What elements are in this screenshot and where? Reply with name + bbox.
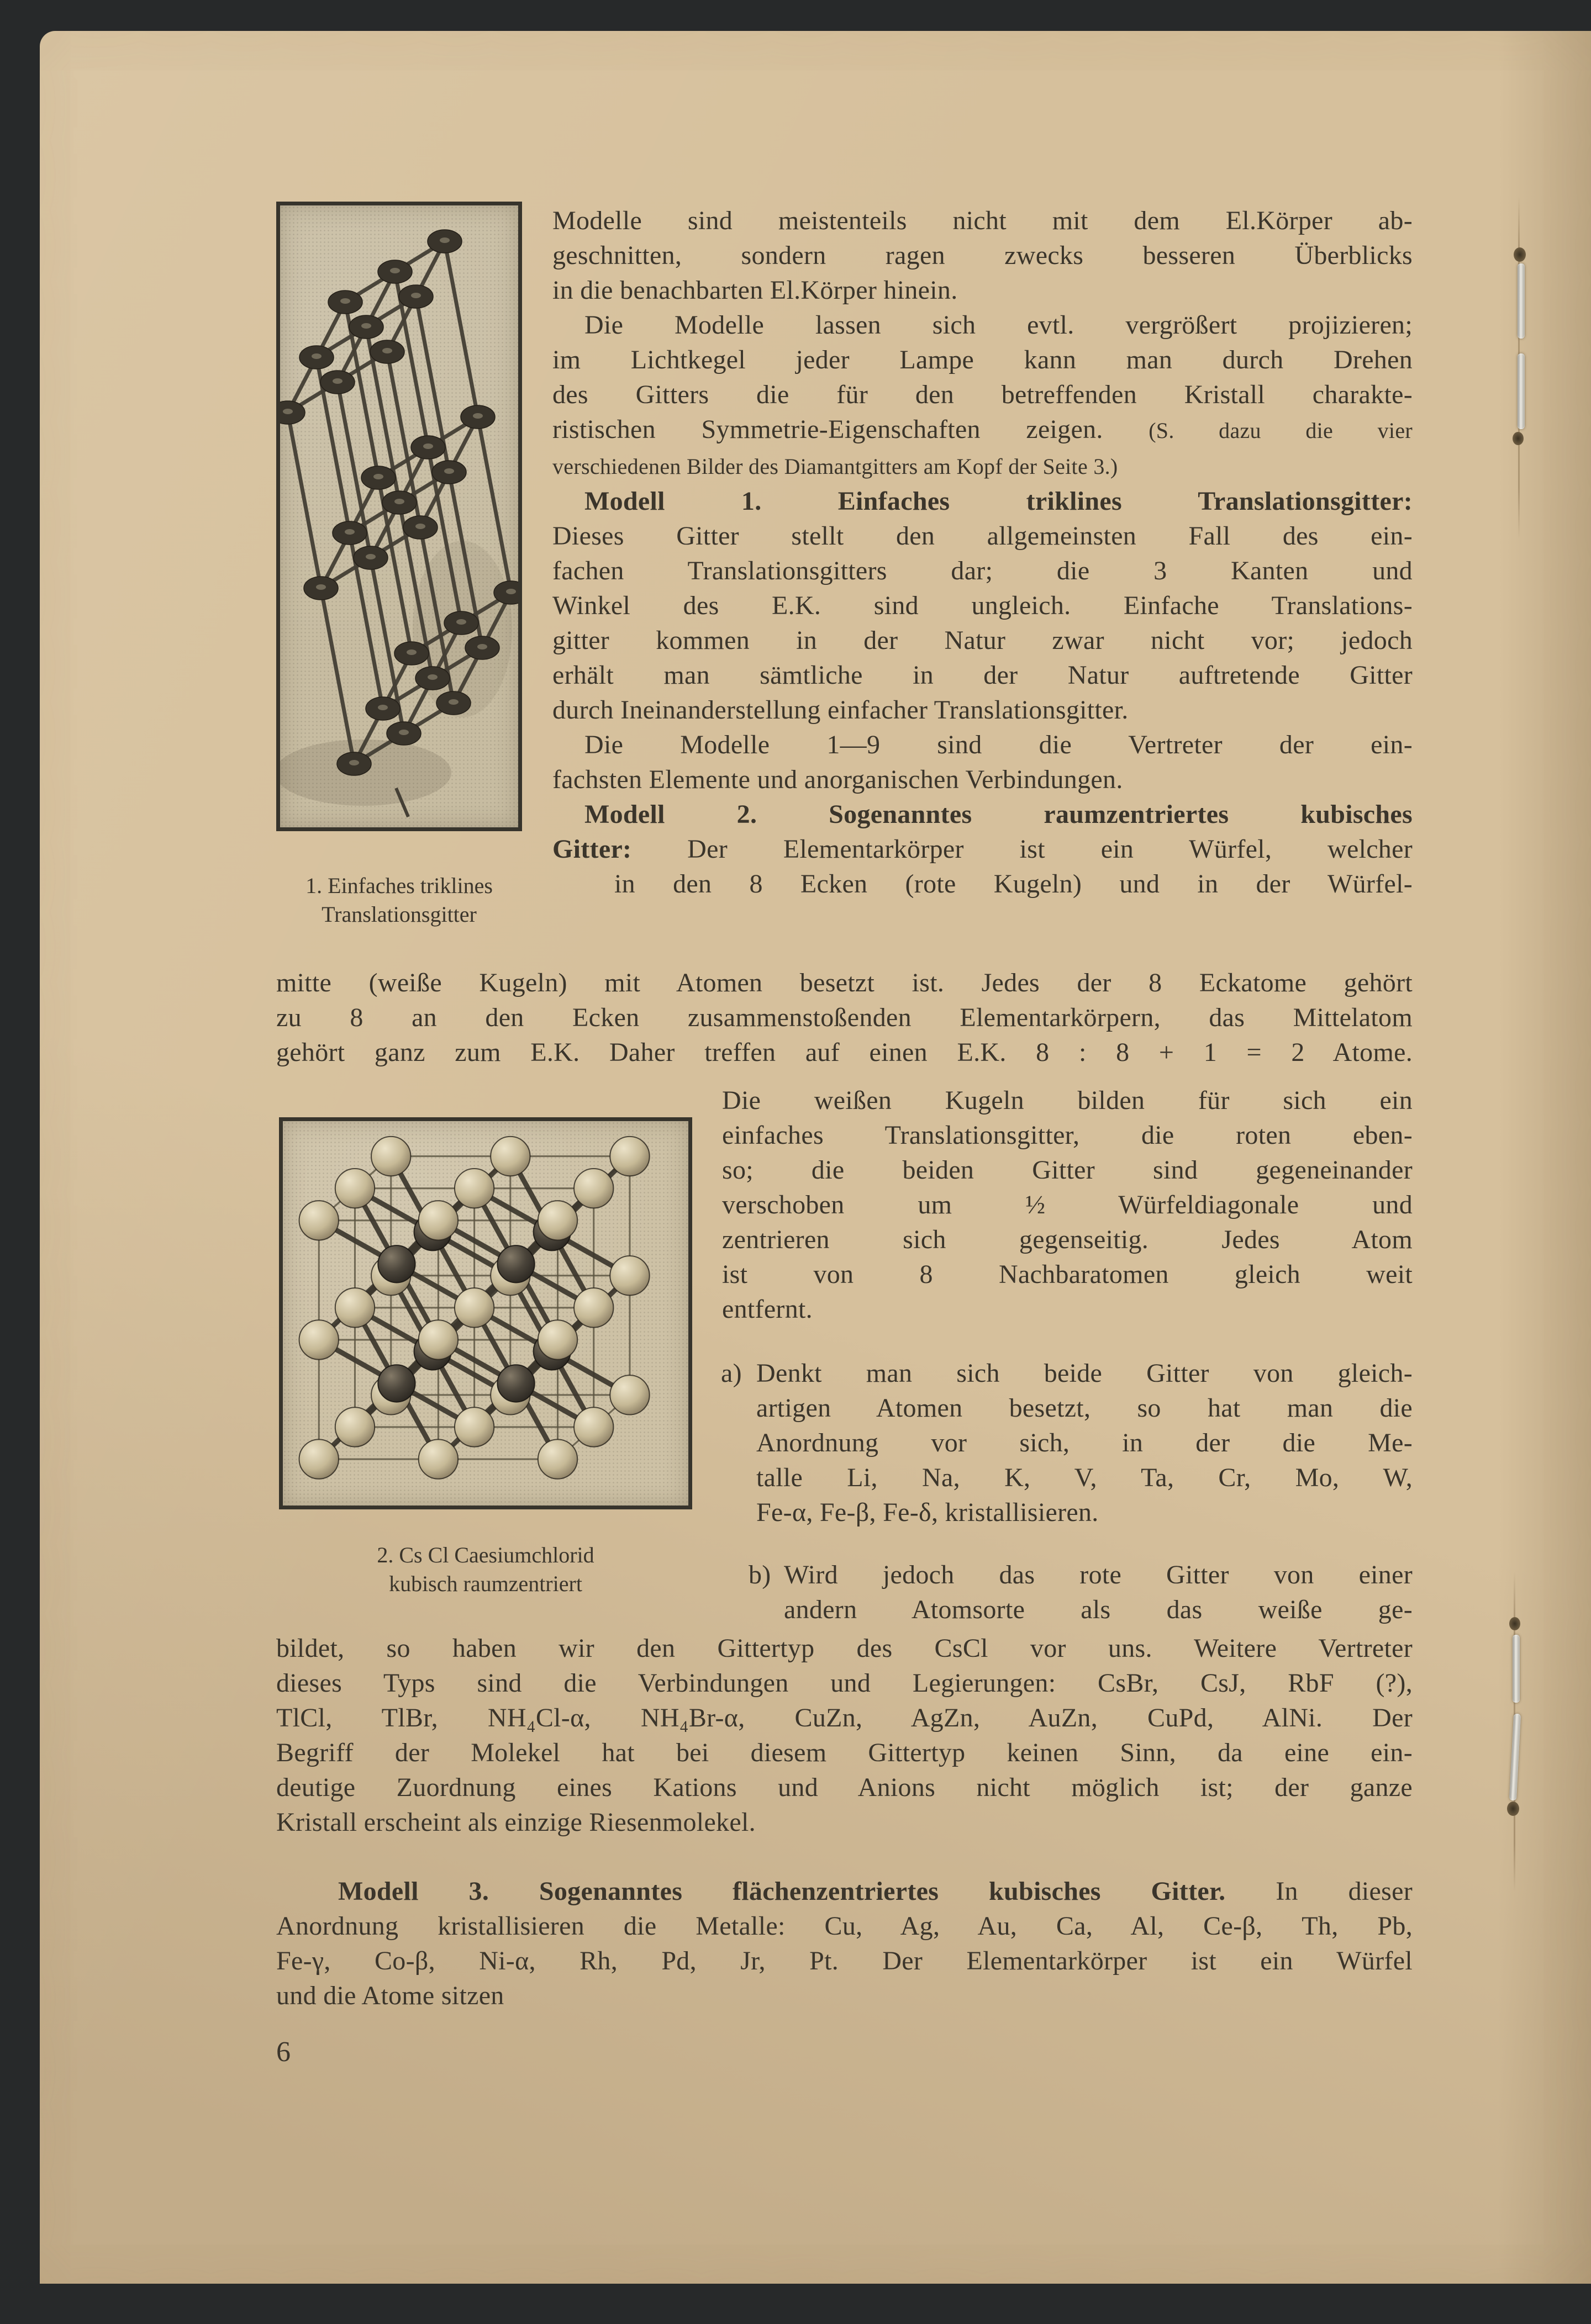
staple-bottom-segment-2 bbox=[1509, 1714, 1521, 1800]
text-line: andern Atomsorte als das weiße ge- bbox=[784, 1595, 1413, 1624]
list-item-a bbox=[721, 1356, 1413, 1530]
text-line: TlCl, TlBr, NH₄Cl-α, NH₄Br-α, CuZn, AgZn, AuZn, CuPd, AlNi. Der bbox=[276, 1703, 1413, 1733]
staple-hole bbox=[1509, 1617, 1520, 1630]
text-line: Die weißen Kugeln bilden für sich ein bbox=[722, 1086, 1413, 1115]
text-line: Modell 3. Sogenanntes flächenzentriertes kubisches Gitter. In dieser bbox=[338, 1877, 1413, 1906]
staple-hole bbox=[1514, 247, 1526, 262]
staple-hole bbox=[1513, 432, 1524, 445]
paragraph-modell-3 bbox=[276, 1874, 1413, 2013]
text-line: Anordnung kristallisieren die Metalle: Cu, Ag, Au, Ca, Al, Ce-β, Th, Pb, bbox=[276, 1911, 1413, 1941]
text-line: in den 8 Ecken (rote Kugeln) und in der Würfel- bbox=[614, 869, 1413, 899]
figure-1-caption bbox=[276, 872, 522, 929]
text-line: des Gitters die für den betreffenden Kristall charakte- bbox=[552, 380, 1413, 409]
text-line: bildet, so haben wir den Gittertyp des CsCl vor uns. Weitere Vertreter bbox=[276, 1634, 1413, 1663]
text-line: Die Modelle lassen sich evtl. vergrößert projizieren; bbox=[584, 310, 1413, 340]
text-line: gitter kommen in der Natur zwar nicht vor; jedoch bbox=[552, 626, 1413, 655]
text-line: einfaches Translationsgitter, die roten eben- bbox=[722, 1121, 1413, 1150]
text-line: dieses Typs sind die Verbindungen und Legierungen: CsBr, CsJ, RbF (?), bbox=[276, 1668, 1413, 1698]
figure-1-caption-line2: Translationsgitter bbox=[322, 902, 477, 927]
text-line: zu 8 an den Ecken zusammenstoßenden Elementarkörpern, das Mittelatom bbox=[276, 1003, 1413, 1032]
list-marker: b) bbox=[749, 1560, 771, 1589]
text-line: Fe-α, Fe-β, Fe-δ, kristallisieren. bbox=[756, 1498, 1099, 1527]
text-line: zentrieren sich gegenseitig. Jedes Atom bbox=[722, 1225, 1413, 1254]
text-line: so; die beiden Gitter sind gegeneinander bbox=[722, 1155, 1413, 1185]
text-line: im Lichtkegel jeder Lampe kann man durch Drehen bbox=[552, 345, 1413, 374]
text-line: Begriff der Molekel hat bei diesem Gittertyp keinen Sinn, da eine ein- bbox=[276, 1738, 1413, 1767]
text-line: a) Denkt man sich beide Gitter von gleich- bbox=[721, 1356, 1413, 1391]
text-line: gehört ganz zum E.K. Daher treffen auf einen E.K. 8 : 8 + 1 = 2 Atome. bbox=[276, 1038, 1413, 1067]
text-line: Modell 1. Einfaches triklines Translationsgitter: bbox=[584, 487, 1413, 516]
figure-2-caption bbox=[279, 1541, 692, 1598]
book-page bbox=[40, 31, 1591, 2284]
text-line: verschoben um ½ Würfeldiagonale und bbox=[722, 1190, 1413, 1219]
text-line: und die Atome sitzen bbox=[276, 1981, 504, 2010]
text-line: Gitter: Der Elementarkörper ist ein Würfel, welcher bbox=[552, 834, 1413, 864]
text-line: entfernt. bbox=[722, 1295, 813, 1324]
figure-2-caption-line1: 2. Cs Cl Caesiumchlorid bbox=[377, 1543, 594, 1567]
text-line: Modell 2. Sogenanntes raumzentriertes kubisches bbox=[584, 800, 1413, 829]
paragraph-full-width-1 bbox=[276, 965, 1413, 1070]
text-line: ist von 8 Nachbaratomen gleich weit bbox=[722, 1260, 1413, 1289]
text-line: Modelle sind meistenteils nicht mit dem El.Körper ab- bbox=[552, 206, 1413, 235]
paragraph-full-width-2 bbox=[276, 1631, 1413, 1840]
page-number: 6 bbox=[276, 2036, 291, 2068]
text-line: Dieses Gitter stellt den allgemeinsten Fall des ein- bbox=[552, 521, 1413, 551]
text-line: ristischen Symmetrie-Eigenschaften zeigen. (S. dazu die vier bbox=[552, 415, 1413, 444]
paragraph-column-right-of-figure-1 bbox=[552, 203, 1413, 901]
staple-bottom-segment-1 bbox=[1513, 1635, 1520, 1703]
figure-1-triclinic-lattice-photo bbox=[276, 202, 522, 831]
staple-hole bbox=[1507, 1802, 1519, 1816]
text-line: artigen Atomen besetzt, so hat man die bbox=[756, 1393, 1413, 1423]
staple-top-segment-2 bbox=[1518, 353, 1525, 429]
staple-top-segment-1 bbox=[1518, 263, 1525, 339]
text-line: talle Li, Na, K, V, Ta, Cr, Mo, W, bbox=[756, 1463, 1413, 1492]
figure-2-caption-line2: kubisch raumzentriert bbox=[389, 1571, 582, 1596]
text-line: Die Modelle 1—9 sind die Vertreter der ein- bbox=[584, 730, 1413, 759]
text-line: Winkel des E.K. sind ungleich. Einfache Translations- bbox=[552, 591, 1413, 620]
paragraph-column-right-of-figure-2 bbox=[722, 1083, 1413, 1327]
text-line: Fe-γ, Co-β, Ni-α, Rh, Pd, Jr, Pt. Der Elementarkörper ist ein Würfel bbox=[276, 1946, 1413, 1976]
list-marker: a) bbox=[721, 1359, 742, 1388]
text-line: b) Wird jedoch das rote Gitter von einer bbox=[749, 1557, 1413, 1592]
text-line: in die benachbarten El.Körper hinein. bbox=[552, 276, 958, 305]
figure-2-cscl-lattice-photo bbox=[279, 1117, 692, 1509]
figure-1-caption-line1: 1. Einfaches triklines bbox=[305, 873, 493, 898]
text-line: fachen Translationsgitters dar; die 3 Kanten und bbox=[552, 556, 1413, 585]
text-line: deutige Zuordnung eines Kations und Anions nicht möglich ist; der ganze bbox=[276, 1773, 1413, 1802]
text-line: durch Ineinanderstellung einfacher Translationsgitter. bbox=[552, 695, 1129, 725]
text-line: mitte (weiße Kugeln) mit Atomen besetzt ist. Jedes der 8 Eckatome gehört bbox=[276, 968, 1413, 997]
text-line: verschiedenen Bilder des Diamantgitters am Kopf der Seite 3.) bbox=[552, 454, 1118, 479]
text-line: geschnitten, sondern ragen zwecks besseren Überblicks bbox=[552, 241, 1413, 270]
text-line: erhält man sämtliche in der Natur auftretende Gitter bbox=[552, 661, 1413, 690]
text-line: Kristall erscheint als einzige Riesenmolekel. bbox=[276, 1808, 756, 1837]
text-line: fachsten Elemente und anorganischen Verbindungen. bbox=[552, 765, 1123, 794]
list-item-b bbox=[749, 1557, 1413, 1627]
text-line: Anordnung vor sich, in der die Me- bbox=[756, 1428, 1413, 1457]
